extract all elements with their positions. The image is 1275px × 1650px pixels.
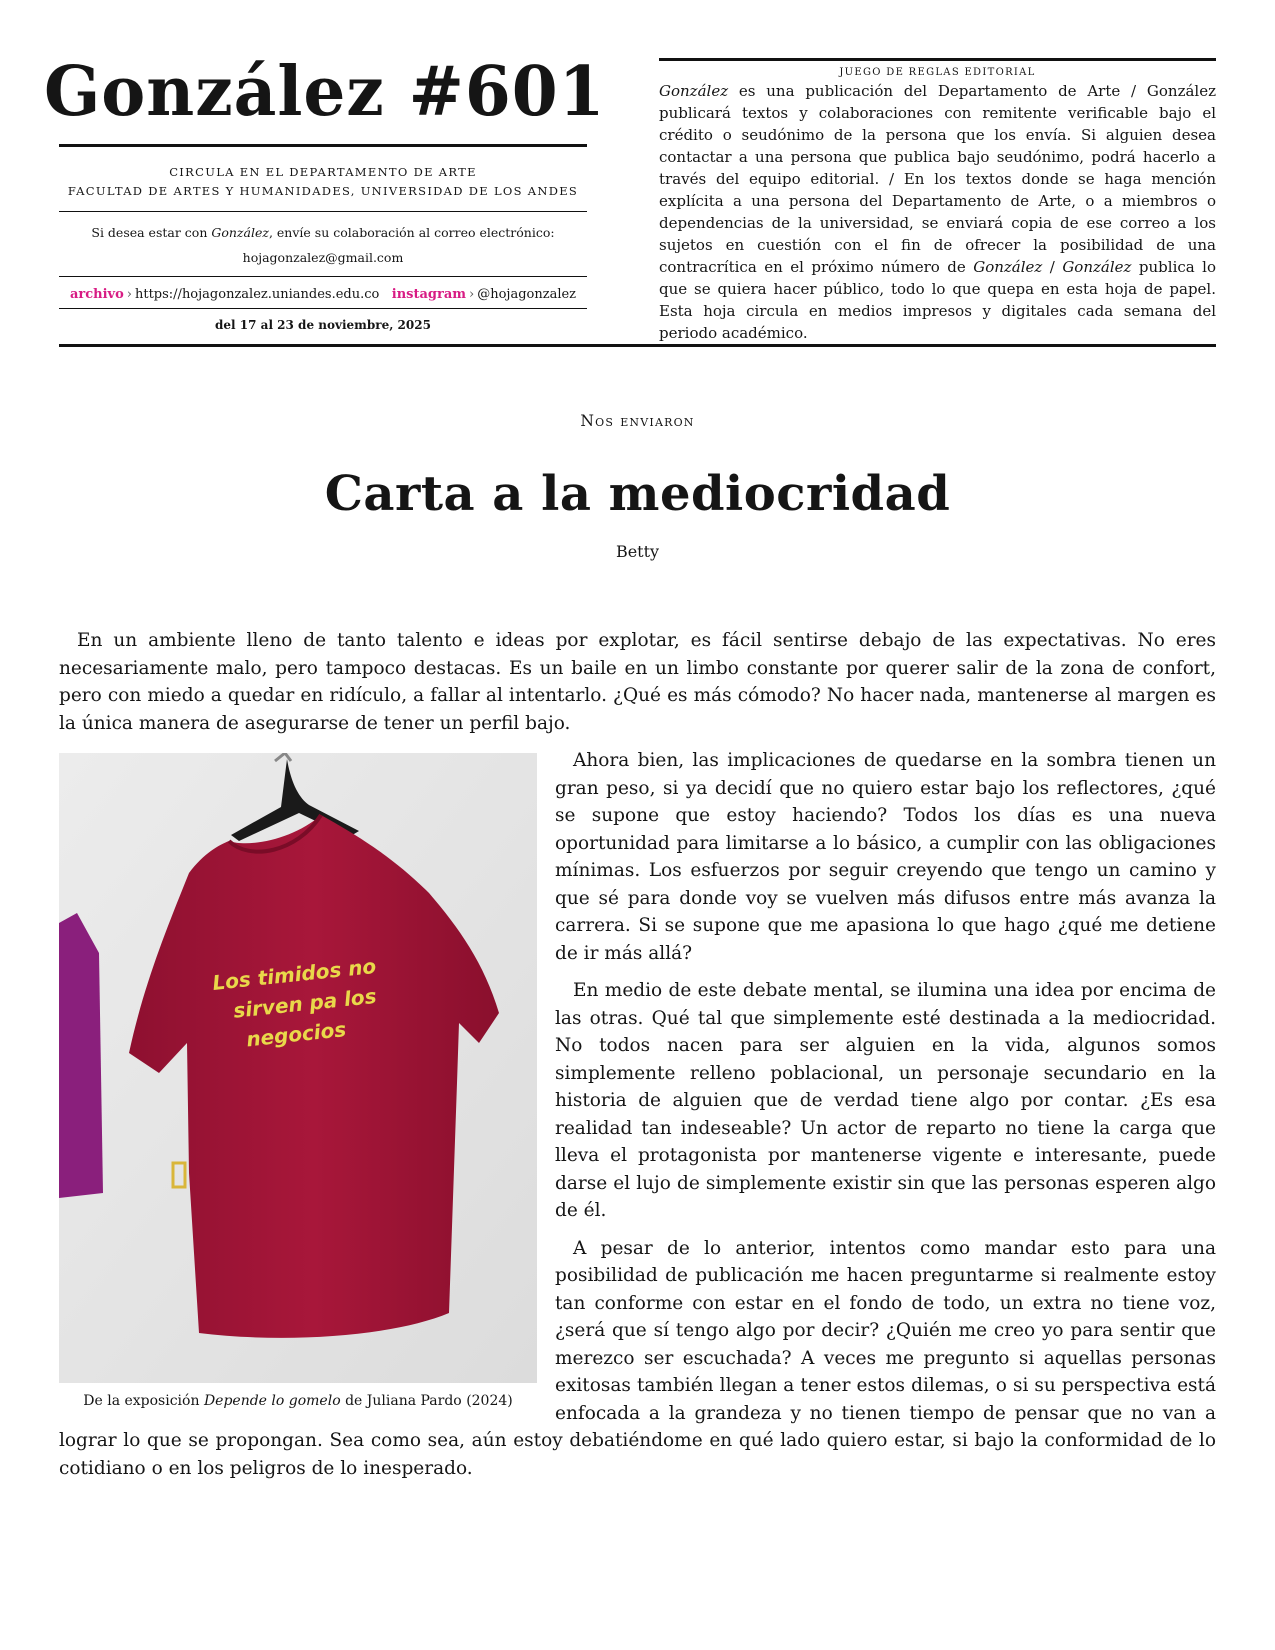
shirt-text-line-2: sirven pa los [232, 983, 378, 1023]
archive-link[interactable]: https://hojagonzalez.uniandes.edu.co [134, 287, 380, 302]
links-row [59, 282, 587, 308]
masthead [44, 48, 606, 341]
header-bottom-rule [59, 344, 1216, 347]
paragraph: Ahora bien, las implicaciones de quedarse en la sombra tienen un gran peso, si ya decidí que no quiero estar bajo los reflectores, ¿qué se supone que estoy haciendo? Todos los días es una nueva oportunidad para limitarse a lo básico, a cumplir con las obligaciones mínimas. Los esfuerzos por seguir creyendo que tengo un camino y que sé para donde voy se vuelven más difusos entre más avanza la carrera. Si se supone que me apasiona lo que hago ¿qué me detiene de ir más allá? [555, 750, 1216, 964]
contribution-info [59, 220, 587, 270]
pub-name: González [659, 82, 729, 100]
pub-name: González [1062, 258, 1132, 276]
issue-date: del 17 al 23 de noviembre, 2025 [215, 318, 431, 332]
paragraph: En un ambiente lleno de tanto talento e ideas por explotar, es fácil sentirse debajo de las expectativas. No eres necesariamente malo, pero tampoco destacas. Es un baile en un limbo constante por querer salir de la zona de confort, pero con miedo a quedar en ridículo, a fallar al intentarlo. ¿Qué es más cómodo? No hacer nada, mantenerse al margen es la única manera de asegurarse de tener un perfil bajo. [59, 630, 1216, 734]
contribute-text-after: , envíe su colaboración al correo electrónico: [268, 225, 555, 240]
paragraph: En medio de este debate mental, se ilumina una idea por encima de las otras. Qué tal que simplemente esté destinada a la mediocridad. No todos nacen para ser alguien en la vida, algunos somos simplemente relleno poblacional, un personaje secundario en la historia de alguien que de verdad tiene algo por contar. ¿Es esa realidad tan indeseable? Un actor de reparto no tiene la carga que lleva el protagonista por mantenerse vigente e interesante, puede darse el lujo de simplemente existir sin que las personas esperen algo de él. [555, 980, 1216, 1221]
publication-title: González #601 [44, 52, 606, 132]
rules-text-part-1: es una publicación del Departamento de Arte / González publicará textos y colaboraciones con remitente verificable bajo el crédito o seudónimo de la persona que los envía. Si alguien desea contactar a una persona que publica bajo seudónimo, podrá hacerlo a través del equipo editorial. / En los textos donde se haga mención explícita a una persona del Departamento de Arte, o a miembros o dependencias de la universidad, se enviará copia de ese correo a los sujetos en cuestión con el fin de ofrecer la posibilidad de una contracrítica en el próximo número de [659, 82, 1216, 276]
archive-label: archivo [69, 287, 124, 302]
caption-text: De la exposición [83, 1393, 204, 1409]
instagram-label: instagram [391, 287, 467, 302]
article-kicker: Nos enviaron [580, 412, 695, 430]
figure-caption [59, 1391, 537, 1411]
editorial-rules [659, 58, 1216, 344]
article-title: Carta a la mediocridad [324, 466, 951, 522]
arrow-icon: › [126, 287, 132, 302]
shirt-text-line-1: Los timidos no [211, 953, 378, 995]
divider [59, 144, 587, 147]
tshirt-photo [59, 753, 537, 1383]
article-author: Betty [615, 542, 660, 561]
contribute-text: Si desea estar con [91, 225, 212, 240]
contribute-name: González [211, 225, 269, 240]
shirt-text-line-3: negocios [245, 1017, 348, 1052]
circulation-line-1: CIRCULA EN EL DEPARTAMENTO DE ARTE [169, 165, 477, 179]
arrow-icon: › [469, 287, 475, 302]
circulation-info [59, 163, 587, 201]
purple-shirt [59, 913, 103, 1198]
instagram-link[interactable]: @hojagonzalez [477, 287, 577, 302]
contact-email[interactable]: hojagonzalez@gmail.com [242, 250, 404, 265]
caption-exhibition-title: Depende lo gomelo [203, 1393, 341, 1409]
divider [59, 276, 587, 277]
article-body [59, 627, 1216, 1492]
rules-text [659, 80, 1216, 344]
pub-name: González [973, 258, 1043, 276]
caption-text-after: de Juliana Pardo (2024) [340, 1393, 513, 1409]
separator: / [1042, 258, 1063, 276]
figure [59, 753, 537, 1411]
divider [659, 58, 1216, 61]
rules-text-part-2: publica lo que se quiera hacer público, todo lo que quepa en esta hoja de papel. Esta hoja circula en medios impresos y digitales cada semana del periodo académico. [659, 258, 1217, 342]
rules-heading: JUEGO DE REGLAS EDITORIAL [839, 67, 1036, 78]
paragraph: A pesar de lo anterior, intentos como mandar esto para una posibilidad de publicación me hacen preguntarme si realmente estoy tan conforme con estar en el fondo de todo, un extra no tiene voz, ¿será que sí tengo algo por decir? ¿Quién me creo yo para sentir que merezco ser escuchada? A veces me pregunto si aquellas personas exitosas también llegan a tener estos dilemas, o si su perspectiva está enfocada a la grandeza y no tienen tiempo de pensar que no van a lograr lo que se propongan. Sea como sea, aún estoy debatiéndome en qué lado quiero estar, si bajo la conformidad de lo cotidiano o en los peligros de lo inesperado. [59, 1237, 1216, 1479]
circulation-line-2: FACULTAD DE ARTES Y HUMANIDADES, UNIVERSIDAD DE LOS ANDES [67, 184, 579, 198]
divider [59, 211, 587, 212]
